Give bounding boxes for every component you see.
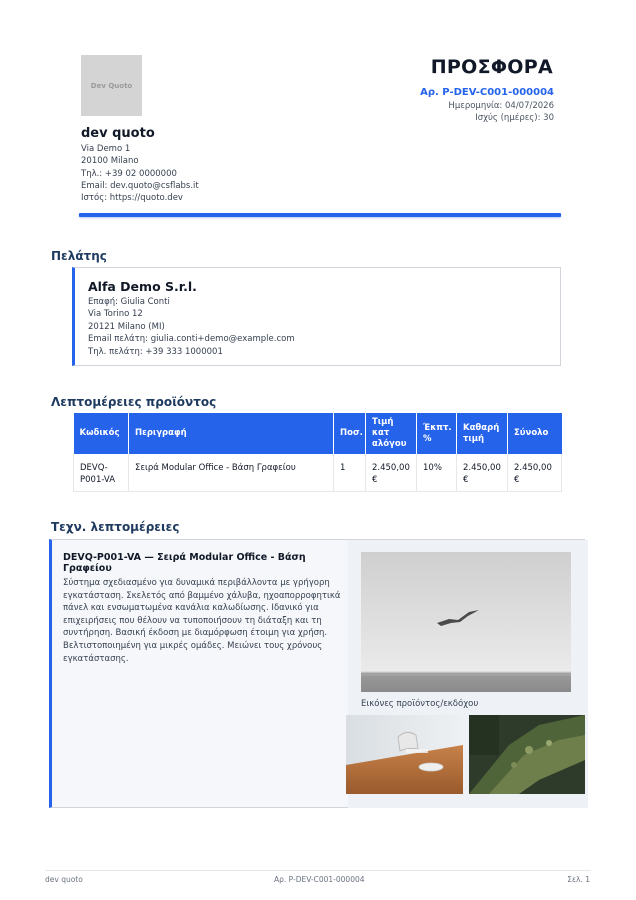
column-header-qty: Ποσ. [334, 413, 366, 454]
cell-total: 2.450,00 € [508, 454, 562, 491]
company-email: Email: dev.quoto@csflabs.it [81, 180, 199, 191]
column-header-discount: Έκπτ. % [417, 413, 457, 454]
header-divider [79, 213, 561, 217]
document-validity: Ισχύς (ημέρες): 30 [475, 113, 554, 123]
images-caption: Εικόνες προϊόντος/εκδόχου [361, 699, 479, 709]
client-email: Email πελάτη: giulia.conti+demo@example.com [88, 334, 295, 345]
column-header-code: Κωδικός [74, 413, 129, 454]
client-card [72, 267, 561, 366]
document-date: Ημερομηνία: 04/07/2026 [448, 101, 554, 111]
company-name: dev quoto [81, 126, 155, 141]
footer-document-number: Αρ. P-DEV-C001-000004 [274, 875, 365, 884]
footer-page-number: Σελ. 1 [567, 875, 590, 884]
tech-title: DEVQ-P001-VA — Σειρά Modular Office - Βάση Γραφείου [63, 552, 306, 574]
company-line: 20100 Milano [81, 156, 139, 167]
cell-description: Σειρά Modular Office - Βάση Γραφείου [129, 454, 334, 491]
cell-list-price: 2.450,00 € [366, 454, 417, 491]
company-line: Via Demo 1 [81, 144, 131, 154]
footer-company: dev quoto [45, 875, 83, 884]
product-photo-seagull [361, 552, 571, 692]
column-header-net-price: Καθαρή τιμή [457, 413, 508, 454]
client-contact: Επαφή: Giulia Conti [88, 297, 170, 307]
table-header-row [74, 413, 562, 454]
footer-divider [45, 870, 591, 871]
client-phone: Τηλ. πελάτη: +39 333 1000001 [88, 346, 223, 357]
cell-net-price: 2.450,00 € [457, 454, 508, 491]
table-row [74, 454, 562, 491]
cell-code: DEVQ-P001-VA [74, 454, 129, 491]
company-logo: Dev Quoto [81, 55, 142, 116]
column-header-total: Σύνολο [508, 413, 562, 454]
client-name: Alfa Demo S.r.l. [88, 279, 197, 294]
products-heading: Λεπτομέρειες προϊόντος [51, 395, 217, 409]
client-street: Via Torino 12 [88, 309, 143, 320]
client-city: 20121 Milano (MI) [88, 321, 165, 332]
company-phone: Τηλ.: +39 02 0000000 [81, 168, 177, 179]
document-number: Αρ. P-DEV-C001-000004 [420, 87, 554, 98]
product-photo-moss [469, 715, 585, 794]
products-table [73, 413, 562, 492]
company-address [81, 143, 199, 204]
column-header-description: Περιγραφή [129, 413, 334, 454]
product-photo-desk [346, 715, 463, 794]
cell-qty: 1 [334, 454, 366, 491]
client-heading: Πελάτης [51, 249, 107, 263]
document-title: ΠΡΟΣΦΟΡΑ [430, 56, 553, 78]
tech-description: Σύστημα σχεδιασμένο για δυναμικά περιβάλλοντα με γρήγορη εγκατάσταση. Σκελετός από βαμμένο χάλυβα, ηχοαπορροφητικά πάνελ και ενσωματωμένα κανάλια καλωδίωσης. Ιδανικό για επιχειρήσεις που θέλουν να τυποποιήσουν τη διάταξη και τη συντήρηση. Βασική έκδοση με διαμόρφωση έτοιμη για χρήση. Βελτιστοποιημένη για μικρές ομάδες. Μειώνει τους χρόνους εγκατάστασης. [63, 578, 341, 664]
cell-discount: 10% [417, 454, 457, 491]
column-header-list-price: Τιμή κατ αλόγου [366, 413, 417, 454]
tech-heading: Τεχν. λεπτομέρειες [51, 520, 180, 534]
company-website: Ιστός: https://quoto.dev [81, 193, 183, 204]
